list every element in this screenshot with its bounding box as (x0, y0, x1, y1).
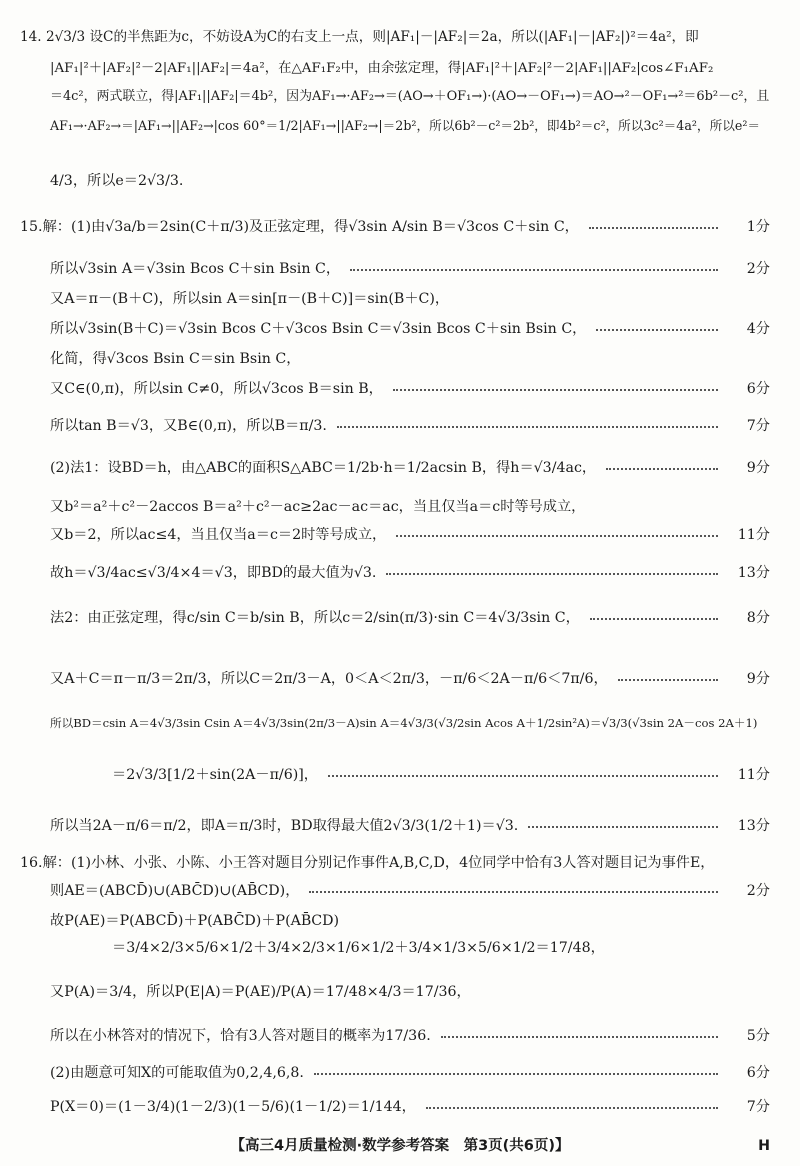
solution-line (0, 216, 800, 238)
score-label: 8分 (746, 610, 770, 626)
leader-dots (426, 1107, 718, 1109)
leader-dots (328, 775, 718, 777)
line-text: 又b²＝a²＋c²－2accos B＝a²＋c²－ac≥2ac－ac＝ac，当且仅当a＝c时等号成立， (50, 499, 586, 515)
line-text: 法2：由正弦定理，得c/sin C＝b/sin B，所以c＝2/sin(π/3)·sin C＝4√3/3sin C， (50, 610, 580, 626)
line-text: 所以√3sin A＝√3sin Bcos C＋sin Bsin C， (50, 261, 341, 277)
line-text: ＝4c²，两式联立，得|AF₁||AF₂|＝4b²，因为AF₁→·AF₂→＝(AO→＋OF₁→)·(AO→－OF₁→)＝AO→²－OF₁→²＝6b²－c²，且 (50, 89, 770, 104)
solution-line (0, 318, 800, 340)
leader-dots (396, 535, 718, 537)
solution-line (0, 115, 800, 137)
solution-line (0, 258, 800, 280)
score-label: 11分 (737, 527, 770, 543)
score-label: 7分 (746, 1099, 770, 1115)
solution-line (0, 815, 800, 837)
solution-line (0, 1062, 800, 1084)
line-text: 所以当2A－π/6＝π/2，即A＝π/3时，BD取得最大值2√3/3(1/2＋1)＝√3. (50, 818, 519, 834)
line-text: 所以在小林答对的情况下，恰有3人答对题目的概率为17/36. (50, 1028, 431, 1044)
line-text: 化简，得√3cos Bsin C＝sin Bsin C， (50, 351, 301, 367)
line-text: P(X＝0)＝(1－3/4)(1－2/3)(1－5/6)(1－1/2)＝1/144， (50, 1099, 416, 1115)
solution-line (0, 58, 800, 80)
leader-dots (606, 468, 718, 470)
solution-line (0, 852, 800, 874)
leader-dots (528, 826, 718, 828)
score-label: 13分 (737, 565, 770, 581)
solution-line (0, 981, 800, 1003)
score-label: 7分 (746, 418, 770, 434)
leader-dots (618, 679, 718, 681)
solution-line (0, 910, 800, 932)
line-text: ＝3/4×2/3×5/6×1/2＋3/4×2/3×1/6×1/2＋3/4×1/3×5/6×1/2＝17/48， (112, 940, 605, 956)
line-text: 则AE＝(ABCD̄)∪(ABC̄D)∪(AB̄CD)， (50, 883, 300, 899)
footer-title: 【高三4月质量检测·数学参考答案 第3页(共6页)】 (230, 1138, 570, 1154)
score-label: 6分 (746, 1065, 770, 1081)
leader-dots (393, 389, 718, 391)
line-text: AF₁→·AF₂→＝|AF₁→||AF₂→|cos 60°＝1/2|AF₁→||AF₂→|＝2b²，所以6b²－c²＝2b²，即4b²＝c²，所以3c²＝4a²，所以e²＝ (50, 118, 761, 133)
score-label: 2分 (746, 261, 770, 277)
solution-line (0, 415, 800, 437)
line-text: (2)由题意可知X的可能取值为0,2,4,6,8. (50, 1065, 304, 1081)
score-label: 4分 (746, 321, 770, 337)
solution-line (0, 937, 800, 959)
solution-line (0, 348, 800, 370)
leader-dots (590, 618, 718, 620)
leader-dots (314, 1073, 718, 1075)
leader-dots (309, 891, 718, 893)
score-label: 9分 (746, 460, 770, 476)
solution-line (0, 1025, 800, 1047)
line-text: 14. 2√3/3 设C的半焦距为c，不妨设A为C的右支上一点，则|AF₁|－|AF₂|＝2a，所以(|AF₁|－|AF₂|)²＝4a²，即 (20, 29, 699, 45)
line-text: 所以BD＝csin A＝4√3/3sin Csin A＝4√3/3sin(2π/3－A)sin A＝4√3/3(√3/2sin Acos A＋1/2sin²A)＝√3/3(√3sin 2A－cos 2A＋1) (50, 716, 758, 730)
solution-line (0, 26, 800, 48)
score-label: 2分 (746, 883, 770, 899)
line-text: 所以√3sin(B＋C)＝√3sin Bcos C＋√3cos Bsin C＝√3sin Bcos C＋sin Bsin C， (50, 321, 587, 337)
solution-line (0, 288, 800, 310)
line-text: 故P(AE)＝P(ABCD̄)＋P(ABC̄D)＋P(AB̄CD) (50, 913, 340, 929)
score-label: 9分 (746, 671, 770, 687)
line-text: 又A＋C＝π－π/3＝2π/3，所以C＝2π/3－A，0＜A＜2π/3，－π/6＜2A－π/6＜7π/6， (50, 671, 608, 687)
line-text: 15.解：(1)由√3a/b＝2sin(C＋π/3)及正弦定理，得√3sin A/sin B＝√3cos C＋sin C， (20, 219, 579, 235)
line-text: 又b＝2，所以ac≤4，当且仅当a＝c＝2时等号成立， (50, 527, 387, 543)
leader-dots (589, 227, 718, 229)
solution-line (0, 1096, 800, 1118)
footer-mark: H (758, 1138, 770, 1154)
line-text: 又P(A)＝3/4，所以P(E|A)＝P(AE)/P(A)＝17/48×4/3＝17/36， (50, 984, 471, 1000)
solution-line (0, 668, 800, 690)
score-label: 13分 (737, 818, 770, 834)
solution-line (0, 170, 800, 192)
score-label: 6分 (746, 381, 770, 397)
solution-line (0, 457, 800, 479)
leader-dots (441, 1036, 718, 1038)
leader-dots (337, 426, 718, 428)
line-text: 又C∈(0,π)，所以sin C≠0，所以√3cos B＝sin B， (50, 381, 383, 397)
line-text: 所以tan B＝√3，又B∈(0,π)，所以B＝π/3. (50, 418, 327, 434)
line-text: 又A＝π－(B＋C)，所以sin A＝sin[π－(B＋C)]＝sin(B＋C)， (50, 291, 450, 307)
line-text: ＝2√3/3[1/2＋sin(2A－π/6)]， (112, 767, 318, 783)
line-text: 16.解：(1)小林、小张、小陈、小王答对题目分别记作事件A,B,C,D，4位同学中恰有3人答对题目记为事件E， (20, 855, 715, 871)
leader-dots (386, 573, 718, 575)
line-text: 故h＝√3/4ac≤√3/4×4＝√3，即BD的最大值为√3. (50, 565, 377, 581)
score-label: 5分 (746, 1028, 770, 1044)
solution-line (0, 607, 800, 629)
page-footer (0, 1134, 800, 1158)
line-text: |AF₁|²＋|AF₂|²－2|AF₁||AF₂|＝4a²，在△AF₁F₂中，由余弦定理，得|AF₁|²＋|AF₂|²－2|AF₁||AF₂|cos∠F₁AF₂ (50, 61, 714, 76)
line-text: 4/3，所以e＝2√3/3. (50, 173, 184, 189)
score-label: 1分 (746, 219, 770, 235)
solution-line (0, 880, 800, 902)
solution-line (0, 524, 800, 546)
solution-line (0, 712, 800, 734)
leader-dots (350, 269, 718, 271)
score-label: 11分 (737, 767, 770, 783)
solution-line (0, 378, 800, 400)
solution-line (0, 764, 800, 786)
solution-line (0, 86, 800, 108)
solution-line (0, 496, 800, 518)
solution-line (0, 562, 800, 584)
line-text: (2)法1：设BD＝h，由△ABC的面积S△ABC＝1/2b·h＝1/2acsin B，得h＝√3/4ac， (50, 460, 597, 476)
leader-dots (596, 329, 718, 331)
